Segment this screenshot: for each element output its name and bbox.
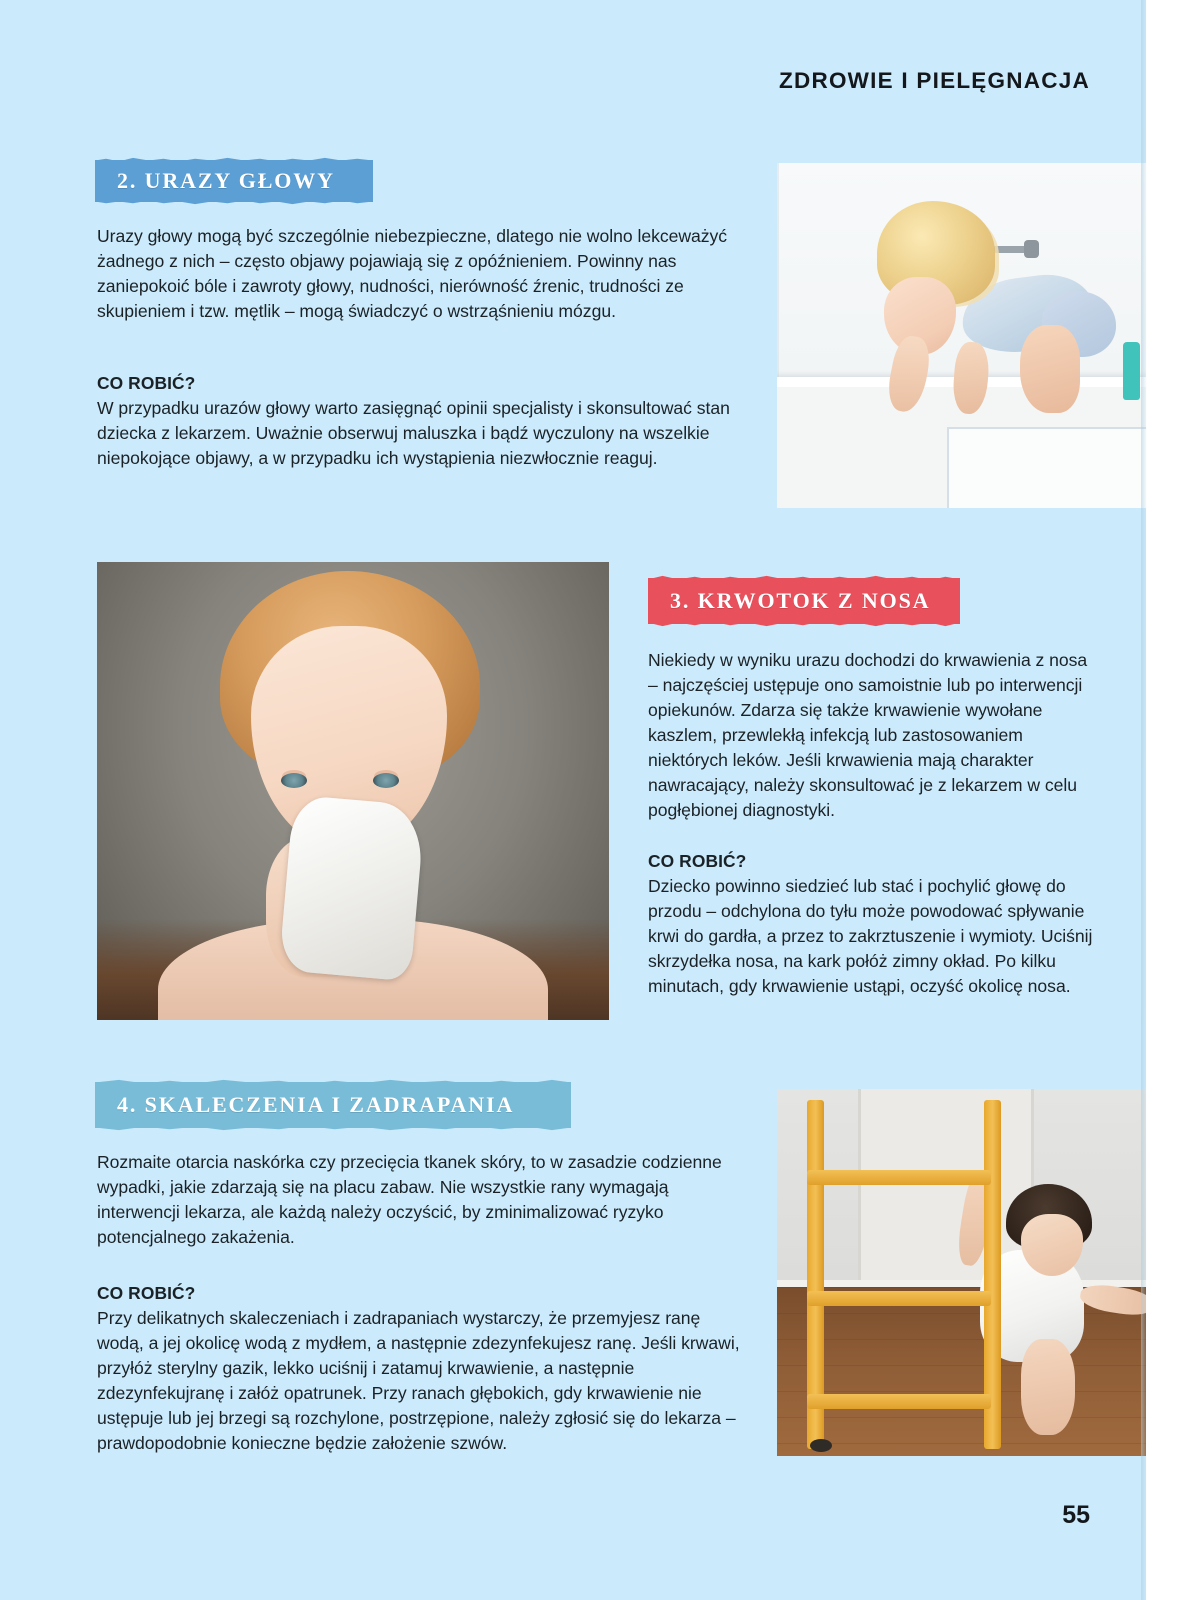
photo-toddler-climbing-bathtub [777, 163, 1146, 508]
torn-edge-top-icon [95, 157, 373, 164]
toiletry-bottle [1123, 342, 1140, 400]
torn-edge-top-icon [95, 1079, 571, 1086]
running-head: ZDROWIE I PIELĘGNACJA [778, 68, 1090, 93]
child-leg [1021, 1339, 1075, 1435]
child-leg [1020, 325, 1080, 413]
section-banner-label: 2. URAZY GŁOWY [117, 168, 335, 193]
ladder-rung [807, 1394, 992, 1409]
section-banner-urazy-glowy [95, 160, 373, 202]
child-face [1021, 1214, 1083, 1276]
photo-child-holding-tissue [97, 562, 609, 1020]
page-number: 55 [1062, 1501, 1090, 1529]
wooden-floor [777, 1287, 1146, 1456]
torn-edge-bottom-icon [95, 1124, 571, 1131]
torn-edge-bottom-icon [95, 198, 373, 205]
section-banner-label: 3. KRWOTOK Z NOSA [670, 588, 931, 613]
subhead-co-robic-krwotok-z-nosa: CO ROBIĆ? [648, 851, 747, 871]
section-advice-urazy-glowy: W przypadku urazów głowy warto zasięgnąć opinii specjalisty i skonsultować stan dziecka z lekarzem. Uważnie obserwuj maluszka i bądź wyczulony na wszelkie niepokojące objawy, a w przypadku ich wystąpienia niezwłocznie reaguj. [97, 398, 730, 468]
tissue [279, 795, 426, 982]
torn-edge-top-icon [648, 575, 960, 582]
section-banner-krwotok-z-nosa [648, 578, 960, 624]
section-intro-urazy-glowy: Urazy głowy mogą być szczególnie niebezpieczne, dlatego nie wolno lekceważyć żadnego z nich – często objawy pojawiają się z opóźnieniem. Powinny nas zaniepokoić bóle i zawroty głowy, nudności, nierówność źrenic, trudności ze skupieniem i tzw. mętlik – mogą świadczyć o wstrząśnieniu mózgu. [97, 226, 728, 321]
torn-edge-bottom-icon [648, 620, 960, 627]
faucet [991, 246, 1031, 253]
ladder-rung [807, 1291, 992, 1306]
section-advice-skaleczenia-i-zadrapania: Przy delikatnych skaleczeniach i zadrapaniach wystarczy, że przemyjesz ranę wodą, a jej okolicę wodą z mydłem, a następnie zdezynfekujesz ranę. Jeśli krwawi, przyłóż sterylny gazik, lekko uciśnij i zatamuj krwawienie, a następnie zdezynfekujranę i załóż opatrunek. Przy ranach głębokich, gdy krwawienie nie ustępuje lub jej brzegi są rozchylone, postrzępione, należy zgłosić się do lekarza – prawdopodobnie konieczne będzie założenie szwów. [97, 1308, 740, 1453]
subhead-co-robic-urazy-glowy: CO ROBIĆ? [97, 373, 196, 393]
section-intro-krwotok-z-nosa: Niekiedy w wyniku urazu dochodzi do krwawienia z nosa – najczęściej ustępuje ono samoistnie lub po interwencji opiekunów. Zdarza się także krwawienie wywołane kaszlem, przewlekłą infekcją lub zastosowaniem niektórych leków. Jeśli krwawienia mają charakter nawracający, należy skonsultować je z lekarzem w celu pogłębionej diagnostyki. [648, 650, 1088, 820]
child-eye-left [281, 773, 307, 788]
section-intro-skaleczenia-i-zadrapania: Rozmaite otarcia naskórka czy przecięcia tkanek skóry, to w zasadzie codzienne wypadki, jakie zdarzają się na placu zabaw. Nie wszystkie rany wymagają interwencji lekarza, ale każdą należy oczyścić, by zminimalizować ryzyko potencjalnego zakażenia. [97, 1152, 722, 1247]
child-eye-right [373, 773, 399, 788]
section-advice-krwotok-z-nosa: Dziecko powinno siedzieć lub stać i pochylić głowę do przodu – odchylona do tyłu może powodować spływanie krwi do gardła, a przez to zakrztuszenie i wymioty. Uciśnij skrzydełka nosa, na kark połóż zimny okład. Po kilku minutach, gdy krwawienie ustąpi, oczyść okolicę nosa. [648, 876, 1093, 996]
section-banner-skaleczenia-i-zadrapania [95, 1082, 571, 1128]
photo-toddler-climbing-ladder [777, 1089, 1146, 1456]
section-banner-label: 4. SKALECZENIA I ZADRAPANIA [117, 1092, 515, 1117]
subhead-co-robic-skaleczenia-i-zadrapania: CO ROBIĆ? [97, 1283, 196, 1303]
page-edge-shadow [1141, 0, 1147, 1600]
ladder-rung [807, 1170, 992, 1185]
